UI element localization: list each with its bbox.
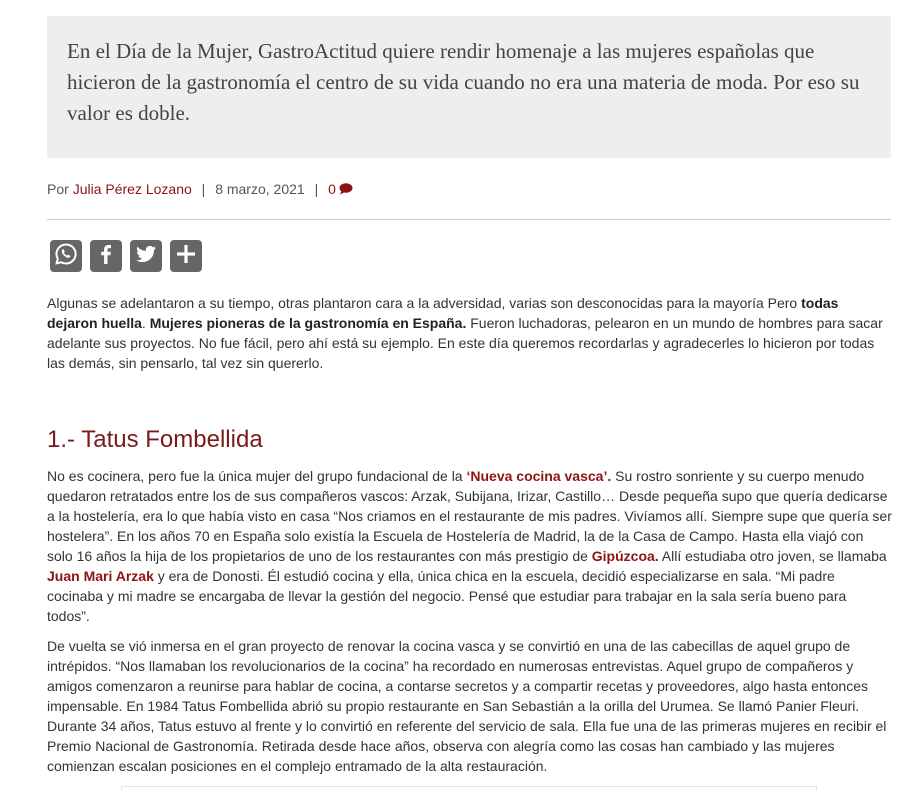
intro-text: Fueron luchadoras, pelearon en un mundo de hombres para sacar adelante sus proyectos. No fue fácil, pero ahí está su ejemplo. En este día queremos recordarlas y agradecerles lo hicieron por todas las demás, sin pensarlo, tal vez sin quererlo. — [47, 315, 883, 371]
gipuzcoa-link[interactable]: Gipúzcoa. — [591, 548, 659, 564]
comments-link[interactable] — [328, 181, 353, 197]
lead-text: En el Día de la Mujer, GastroActitud quiere rendir homenaje a las mujeres españolas que hicieron de la gastronomía el centro de su vida cuando no era una materia de moda. Por eso su valor es doble. — [67, 39, 860, 125]
share-bar — [50, 240, 202, 272]
whatsapp-share-button[interactable] — [50, 240, 82, 272]
twitter-share-button[interactable] — [130, 240, 162, 272]
byline-separator: | — [201, 181, 206, 197]
whatsapp-icon — [54, 242, 78, 271]
byline-prefix: Por — [47, 181, 69, 197]
byline — [47, 180, 353, 199]
intro-text: . — [141, 315, 150, 331]
paragraph-text: Allí estudiaba otro joven, se llamaba — [658, 548, 887, 564]
facebook-icon — [94, 242, 118, 271]
publish-date: 8 marzo, 2021 — [215, 181, 305, 197]
twitter-icon — [134, 242, 158, 271]
juan-mari-arzak-link[interactable]: Juan Mari Arzak — [47, 568, 154, 584]
intro-highlight: Mujeres pioneras de la gastronomía en España. — [149, 315, 467, 331]
author-link[interactable]: Julia Pérez Lozano — [72, 181, 192, 197]
byline-separator: | — [314, 181, 319, 197]
paragraph-text: y era de Donosti. Él estudió cocina y ella, única chica en la escuela, decidió especializarse en sala. “Mi padre cocinaba y mi madre se encargaba de llevar la gestión del negocio. Pensé que estudiar para trabajar en la sala sería bueno para todos”. — [47, 568, 847, 624]
paragraph-text: Su rostro sonriente y su cuerpo menudo quedaron retratados entre los de sus compañeros vascos: Arzak, Subijana, Irizar, Castillo… Desde pequeña supo que quería dedicarse a la hostelería, era lo que había visto en casa “Nos criamos en el restaurante de mis padres. Vivíamos allí. Siempre supe que quería ser hostelera”. En los años 70 en España solo existía la Escuela de Hostelería de Madrid, la de la Casa de Campo. Hasta ella viajó con solo 16 años la hija de los propietarios de uno de los restaurantes con más prestigio de — [47, 468, 892, 564]
section-heading: 1.- Tatus Fombellida — [47, 426, 263, 453]
intro-highlight: todas dejaron huella — [47, 295, 839, 331]
facebook-share-button[interactable] — [90, 240, 122, 272]
divider — [47, 219, 891, 220]
more-share-button[interactable] — [170, 240, 202, 272]
nueva-cocina-vasca-link[interactable]: ‘Nueva cocina vasca’. — [466, 468, 612, 484]
intro-text: Algunas se adelantaron a su tiempo, otras plantaron cara a la adversidad, varias son desconocidas para la mayoría Pero — [47, 295, 802, 311]
paragraph-text: No es cocinera, pero fue la única mujer del grupo fundacional de la — [47, 468, 467, 484]
section-paragraph — [47, 466, 892, 626]
lead-box — [47, 16, 891, 158]
section-paragraph: De vuelta se vió inmersa en el gran proyecto de renovar la cocina vasca y se convirtió en una de las cabecillas de aquel grupo de intrépidos. “Nos llamaban los revolucionarios de la cocina” ha recordado en numerosas entrevistas. Aquel grupo de compañeros y amigos comenzaron a reunirse para hablar de cocina, a contarse secretos y a compartir recetas y proveedores, algo hasta entonces impensable. En 1984 Tatus Fombellida abrió su propio restaurante en San Sebastián a la orilla del Urumea. Se llamó Panier Fleuri. Durante 34 años, Tatus estuvo al frente y lo convirtió en referente del servicio de sala. Ella fue una de las primeras mujeres en recibir el Premio Nacional de Gastronomía. Retirada desde hace años, observa con alegría como las cosas han cambiado y las mujeres comienzan escalan posiciones en el complejo entramado de la alta restauración. — [47, 638, 887, 774]
comments-count: 0 — [328, 181, 336, 197]
intro-paragraph — [47, 293, 892, 373]
add-share-icon — [174, 242, 198, 271]
comment-icon — [339, 181, 353, 199]
embedded-media-frame — [121, 786, 817, 791]
